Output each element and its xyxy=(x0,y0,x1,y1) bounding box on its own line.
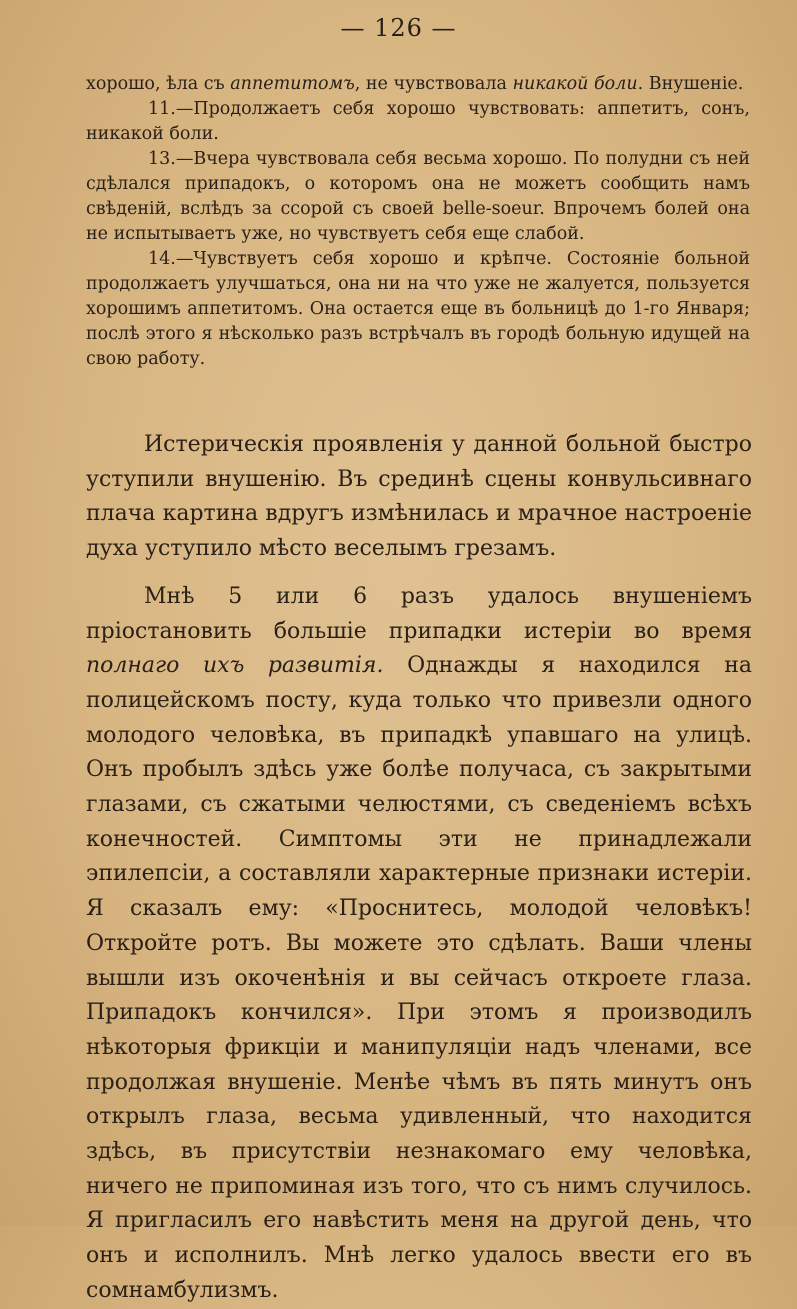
case-note-paragraph xyxy=(86,247,750,372)
text-run: хорошо, ѣла съ xyxy=(86,74,231,94)
text-run: 11.—Продолжаетъ себя хорошо чувствовать: аппетитъ, сонъ, никакой боли. xyxy=(86,99,750,144)
italic-text: полнаго ихъ развитія. xyxy=(86,653,384,679)
text-run: Истерическія проявленія у данной больной быстро уступили внушенію. Въ срединѣ сцены конвульсивнаго плача картина вдругъ измѣнилась и мрачное настроеніе духа уступило мѣсто веселымъ грезамъ. xyxy=(86,432,752,562)
main-text-block xyxy=(86,428,752,1309)
text-run: . Внушеніе. xyxy=(637,74,744,94)
text-run: Однажды я находился на полицейскомъ посту, куда только что привезли одного молодого человѣка, въ припадкѣ упавшаго на улицѣ. Онъ пробылъ здѣсь уже болѣе получаса, съ закрытыми глазами, съ сжатыми челюстями, съ сведеніемъ всѣхъ конечностей. Симптомы эти не принадлежали эпилепсіи, а составляли характерные признаки истеріи. Я сказалъ ему: «Проснитесь, молодой человѣкъ! Откройте ротъ. Вы можете это сдѣлать. Ваши члены вышли изъ окоченѣнія и вы сейчасъ откроете глаза. Припадокъ кончился». При этомъ я производилъ нѣкоторыя фрикціи и манипуляціи надъ членами, все продолжая внушеніе. Менѣе чѣмъ въ пять минутъ онъ открылъ глаза, весьма удивленный, что находится здѣсь, въ присутствіи незнакомаго ему человѣка, ничего не припоминая изъ того, что съ нимъ случилось. Я пригласилъ его навѣстить меня на другой день, что онъ и исполнилъ. Мнѣ легко удалось ввести его въ сомнамбулизмъ. xyxy=(86,653,752,1303)
case-notes-block xyxy=(86,72,750,372)
case-note-paragraph xyxy=(86,97,750,147)
body-paragraph xyxy=(86,428,752,567)
body-paragraph xyxy=(86,580,752,1309)
text-run: , не чувствовала xyxy=(354,74,513,94)
paragraph-gap xyxy=(86,567,752,580)
case-note-paragraph xyxy=(86,147,750,247)
italic-text: никакой боли xyxy=(512,74,638,94)
case-note-paragraph xyxy=(86,72,750,97)
text-run: 13.—Вчера чувствовала себя весьма хорошо. По полудни съ ней сдѣлался припадокъ, о которомъ она не можетъ сообщить намъ свѣденій, вслѣдъ за ссорой съ своей belle-soeur. Впрочемъ болей она не испытываетъ уже, но чувствуетъ себя еще слабой. xyxy=(86,149,750,244)
text-run: Мнѣ 5 или 6 разъ удалось внушеніемъ пріостановить большіе припадки истеріи во время xyxy=(86,583,752,644)
text-run: 14.—Чувствуетъ себя хорошо и крѣпче. Состояніе больной продолжаетъ улучшаться, она ни на что уже не жалуется, пользуется хорошимъ аппетитомъ. Она остается еще въ больницѣ до 1-го Января; послѣ этого я нѣсколько разъ встрѣчалъ въ городѣ больную идущей на свою работу. xyxy=(86,249,750,369)
italic-text: аппетитомъ xyxy=(230,74,355,94)
page-number: — 126 — xyxy=(340,14,457,42)
